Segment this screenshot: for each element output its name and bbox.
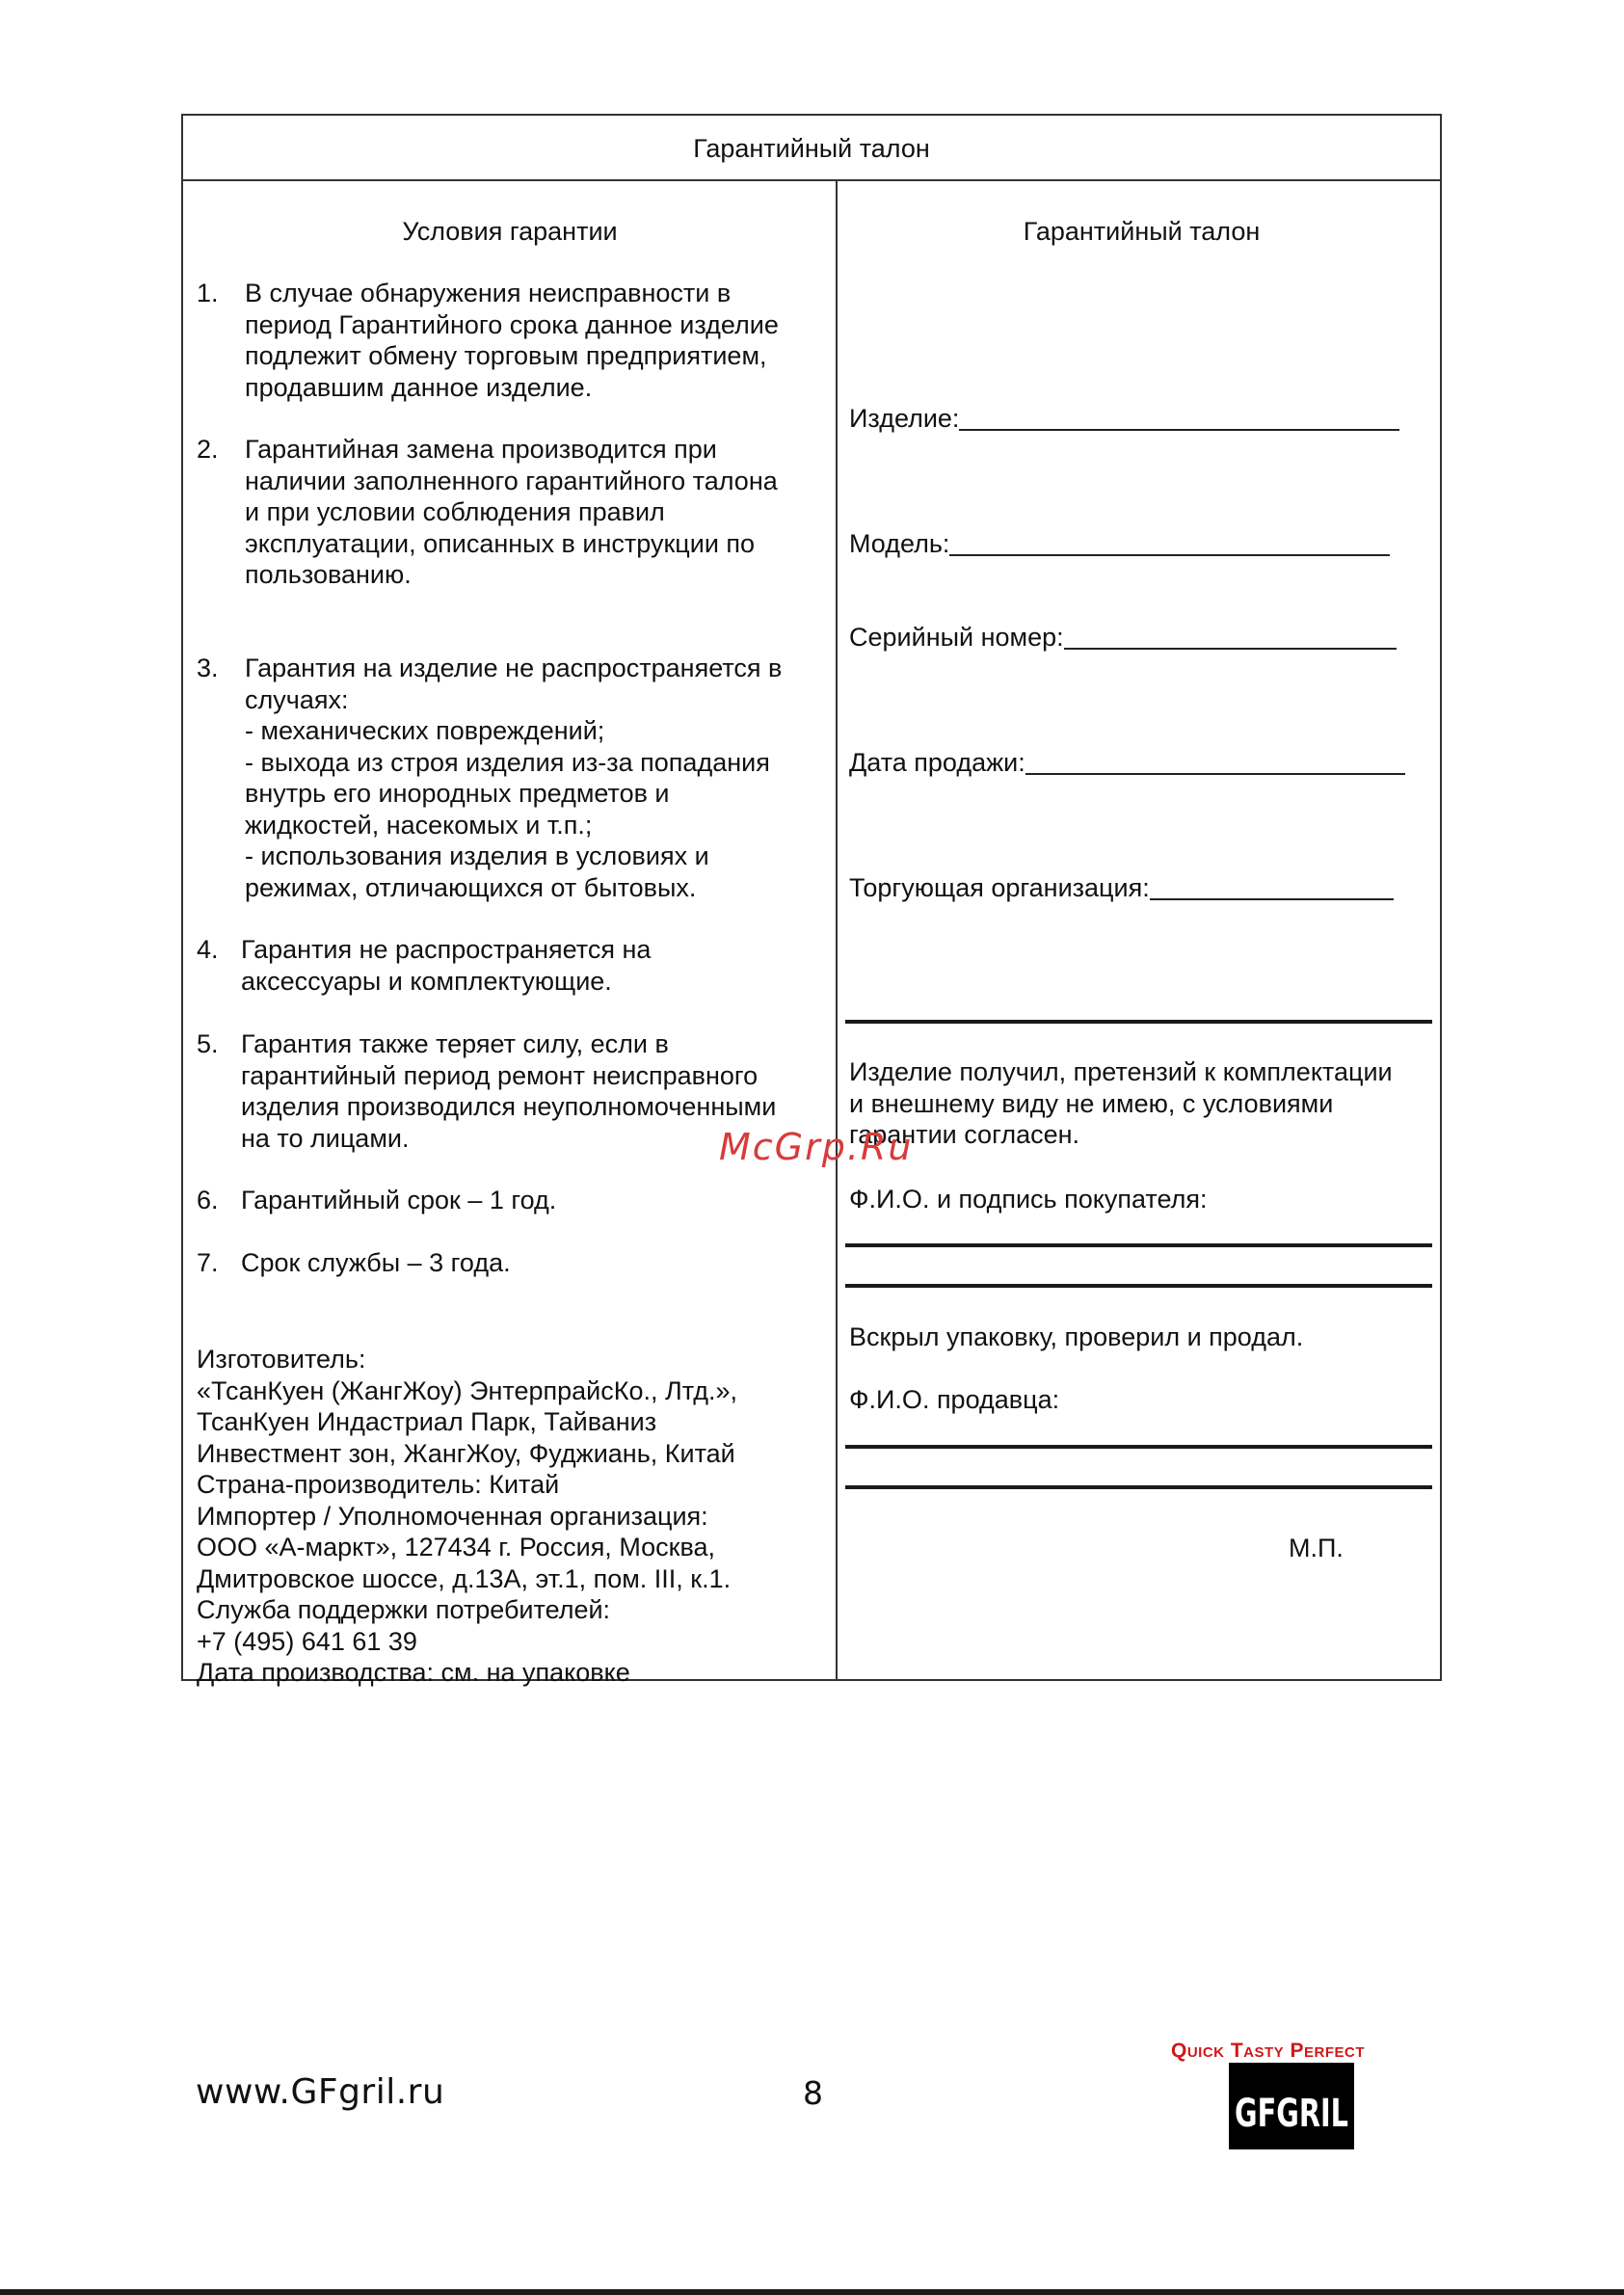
page-bottom-band (0, 2289, 1624, 2295)
sale-date-field[interactable] (849, 747, 1405, 779)
sale-date-label: Дата продажи: (849, 748, 1025, 777)
organization-field[interactable] (849, 872, 1394, 904)
stamp-placeholder: М.П. (1289, 1534, 1344, 1562)
product-field[interactable] (849, 403, 1399, 435)
conditions-heading: Условия гарантии (402, 217, 618, 246)
buyer-signature-line[interactable] (845, 1243, 1432, 1247)
product-blank-line[interactable] (959, 408, 1399, 431)
model-blank-line[interactable] (949, 533, 1390, 556)
condition-text: Гарантия на изделие не распространяется в случаях: - механических повреждений; - выхода из строя изделия из-за попадания внутрь его инородных предметов и жидкостей, насекомых и т.п.; - использования изделия в условиях и режимах, отличающихся от бытовых. (245, 654, 783, 902)
organization-blank-line[interactable] (1150, 877, 1394, 900)
serial-number-blank-line[interactable] (1064, 627, 1397, 650)
section-rule (845, 1020, 1432, 1024)
serial-number-field[interactable] (849, 622, 1397, 654)
section-rule (845, 1284, 1432, 1288)
model-field[interactable] (849, 528, 1390, 560)
condition-text: В случае обнаружения неисправности в период Гарантийного срока данное изделие подлежит обмену торговым предприятием, продавшим данное изделие. (245, 279, 779, 402)
condition-number: 6. (197, 1186, 219, 1214)
manufacturer-info: Изготовитель: «ТсанКуен (ЖангЖоу) ЭнтерпрайсКо., Лтд.», ТсанКуен Индастриал Парк, Тайваниз Инвестмент зон, ЖангЖоу, Фуджиань, Китай Страна-производитель: Китай Импортер / Уполномоченная организация: ООО «А-маркт», 127434 г. Россия, Москва, Дмитровское шоссе, д.13А, эт.1, пом. III, к.1. Служба поддержки потребителей: +7 (495) 641 61 39 Дата производства: см. на упаковке (197, 1345, 737, 1687)
condition-text: Гарантия не распространяется на аксессуары и комплектующие. (241, 935, 652, 996)
condition-text: Срок службы – 3 года. (241, 1248, 511, 1277)
buyer-statement: Изделие получил, претензий к комплектации и внешнему виду не имею, с условиями гарантии согласен. (849, 1057, 1393, 1149)
condition-number: 1. (197, 279, 219, 307)
condition-text: Гарантия также теряет силу, если в гарантийный период ремонт неисправного изделия производился неуполномоченными на то лицами. (241, 1029, 777, 1153)
condition-text: Гарантийная замена производится при наличии заполненного гарантийного талона и при условии соблюдения правил эксплуатации, описанных в инструкции по пользованию. (245, 435, 778, 589)
page-number: 8 (803, 2074, 823, 2112)
brand-logo (1229, 2063, 1354, 2149)
seller-name-label: Ф.И.О. продавца: (849, 1385, 1060, 1414)
condition-text: Гарантийный срок – 1 год. (241, 1186, 557, 1214)
condition-number: 2. (197, 435, 219, 464)
column-divider (836, 181, 838, 1681)
serial-number-label: Серийный номер: (849, 623, 1064, 652)
condition-number: 4. (197, 935, 219, 964)
buyer-signature-label: Ф.И.О. и подпись покупателя: (849, 1185, 1208, 1214)
brand-tagline: Quick Tasty Perfect (1171, 2040, 1366, 2062)
warranty-card (181, 114, 1442, 1687)
form-heading: Гарантийный талон (1023, 217, 1261, 246)
condition-number: 7. (197, 1248, 219, 1277)
organization-label: Торгующая организация: (849, 873, 1150, 902)
sale-date-blank-line[interactable] (1025, 752, 1405, 775)
product-label: Изделие: (849, 404, 960, 433)
section-rule (845, 1485, 1432, 1489)
condition-number: 5. (197, 1029, 219, 1058)
brand-logo-text: GFGRIL (1235, 2092, 1348, 2136)
model-label: Модель: (849, 529, 950, 558)
card-title: Гарантийный талон (183, 116, 1440, 181)
condition-number: 3. (197, 654, 219, 682)
seller-statement: Вскрыл упаковку, проверил и продал. (849, 1322, 1304, 1351)
website-link[interactable]: www.GFgril.ru (196, 2072, 445, 2112)
seller-name-line[interactable] (845, 1445, 1432, 1449)
watermark: McGrp.Ru (719, 1126, 914, 1168)
brand-logo-mark (1229, 2063, 1354, 2149)
